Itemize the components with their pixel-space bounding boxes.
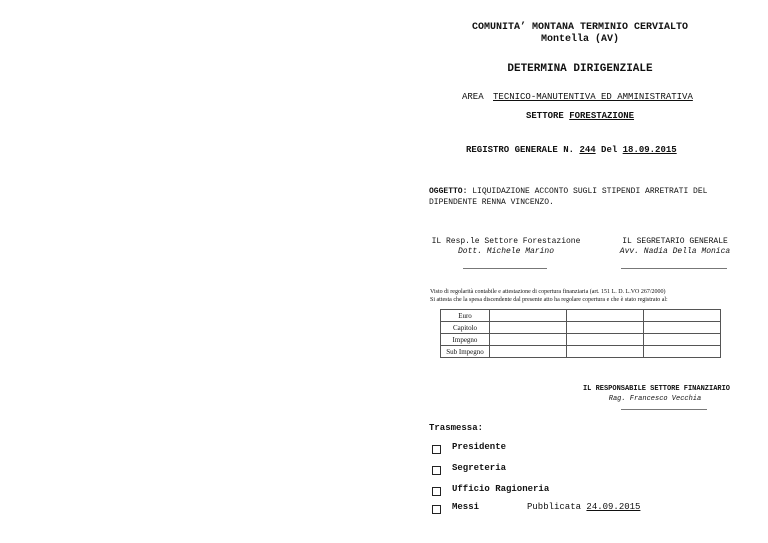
- subject-label: OGGETTO:: [429, 187, 468, 196]
- table-row: [441, 334, 721, 346]
- left-signature-name: Dott. Michele Marino: [457, 247, 554, 256]
- table-cell: [490, 322, 567, 334]
- finance-responsible-name: Rag. Francesco Vecchia: [608, 395, 702, 403]
- item-segreteria: Segreteria: [452, 463, 507, 473]
- table-cell: [644, 310, 721, 322]
- table-row: [441, 310, 721, 322]
- document-type: DETERMINA DIRIGENZIALE: [507, 63, 653, 75]
- finance-responsible-role: IL RESPONSABILE SETTORE FINANZIARIO: [582, 385, 730, 393]
- checkbox-ufficio-ragioneria[interactable]: [432, 487, 441, 496]
- checkbox-presidente[interactable]: [432, 445, 441, 454]
- checkbox-segreteria[interactable]: [432, 466, 441, 475]
- table-cell: [567, 322, 644, 334]
- right-signature-name: Avv. Nadia Della Monica: [619, 247, 731, 256]
- table-cell: [644, 322, 721, 334]
- transmission-label: Trasmessa:: [429, 423, 484, 433]
- settore-line: [526, 111, 634, 121]
- item-messi: Messi: [452, 502, 480, 512]
- settore-value: FORESTAZIONE: [569, 111, 635, 121]
- table-cell: [567, 334, 644, 346]
- table-row: [441, 322, 721, 334]
- item-presidente: Presidente: [452, 442, 507, 452]
- published-date: 24.09.2015: [586, 502, 641, 512]
- financial-table: [440, 309, 721, 358]
- entity-location: Montella (AV): [540, 34, 619, 45]
- registry-label: REGISTRO GENERALE N.: [466, 145, 575, 155]
- table-cell: [644, 334, 721, 346]
- area-label: AREA: [462, 92, 484, 102]
- finance-signature-line: [621, 409, 707, 410]
- right-signature-line: [621, 268, 727, 269]
- table-cell: [644, 346, 721, 358]
- registry-date: 18.09.2015: [622, 145, 677, 155]
- registry-number: 244: [579, 145, 596, 155]
- area-value: TECNICO-MANUTENTIVA ED AMMINISTRATIVA: [493, 92, 693, 102]
- item-ufficio-ragioneria: Ufficio Ragioneria: [452, 484, 550, 494]
- checkbox-messi[interactable]: [432, 505, 441, 514]
- row-label-capitolo: Capitolo: [441, 322, 490, 334]
- subject: [429, 186, 749, 208]
- subject-text: LIQUIDAZIONE ACCONTO SUGLI STIPENDI ARRETRATI DEL DIPENDENTE RENNA VINCENZO.: [429, 187, 708, 207]
- row-label-sub-impegno: Sub Impegno: [441, 346, 490, 358]
- table-cell: [490, 334, 567, 346]
- table-cell: [490, 310, 567, 322]
- financial-line-1: Visto di regolarità contabile e attestazione di copertura finanziaria (art. 151 L. D. L.VO 267/2000): [430, 289, 666, 295]
- table-cell: [567, 346, 644, 358]
- table-cell: [490, 346, 567, 358]
- row-label-euro: Euro: [441, 310, 490, 322]
- settore-label: SETTORE: [526, 111, 564, 121]
- published-line: [527, 502, 640, 512]
- table-row: [441, 346, 721, 358]
- area-line: [462, 92, 693, 102]
- published-label: Pubblicata: [527, 502, 582, 512]
- row-label-impegno: Impegno: [441, 334, 490, 346]
- left-signature-role: IL Resp.le Settore Forestazione: [431, 237, 581, 246]
- financial-line-2: Si attesta che la spesa discendente dal presente atto ha regolare copertura e che è stato registrato al:: [430, 297, 668, 303]
- registry-line: [466, 145, 677, 155]
- left-signature-line: [463, 268, 547, 269]
- entity-name: COMUNITA’ MONTANA TERMINIO CERVIALTO: [471, 22, 689, 33]
- table-cell: [567, 310, 644, 322]
- right-signature-role: IL SEGRETARIO GENERALE: [622, 237, 728, 246]
- registry-del-label: Del: [601, 145, 618, 155]
